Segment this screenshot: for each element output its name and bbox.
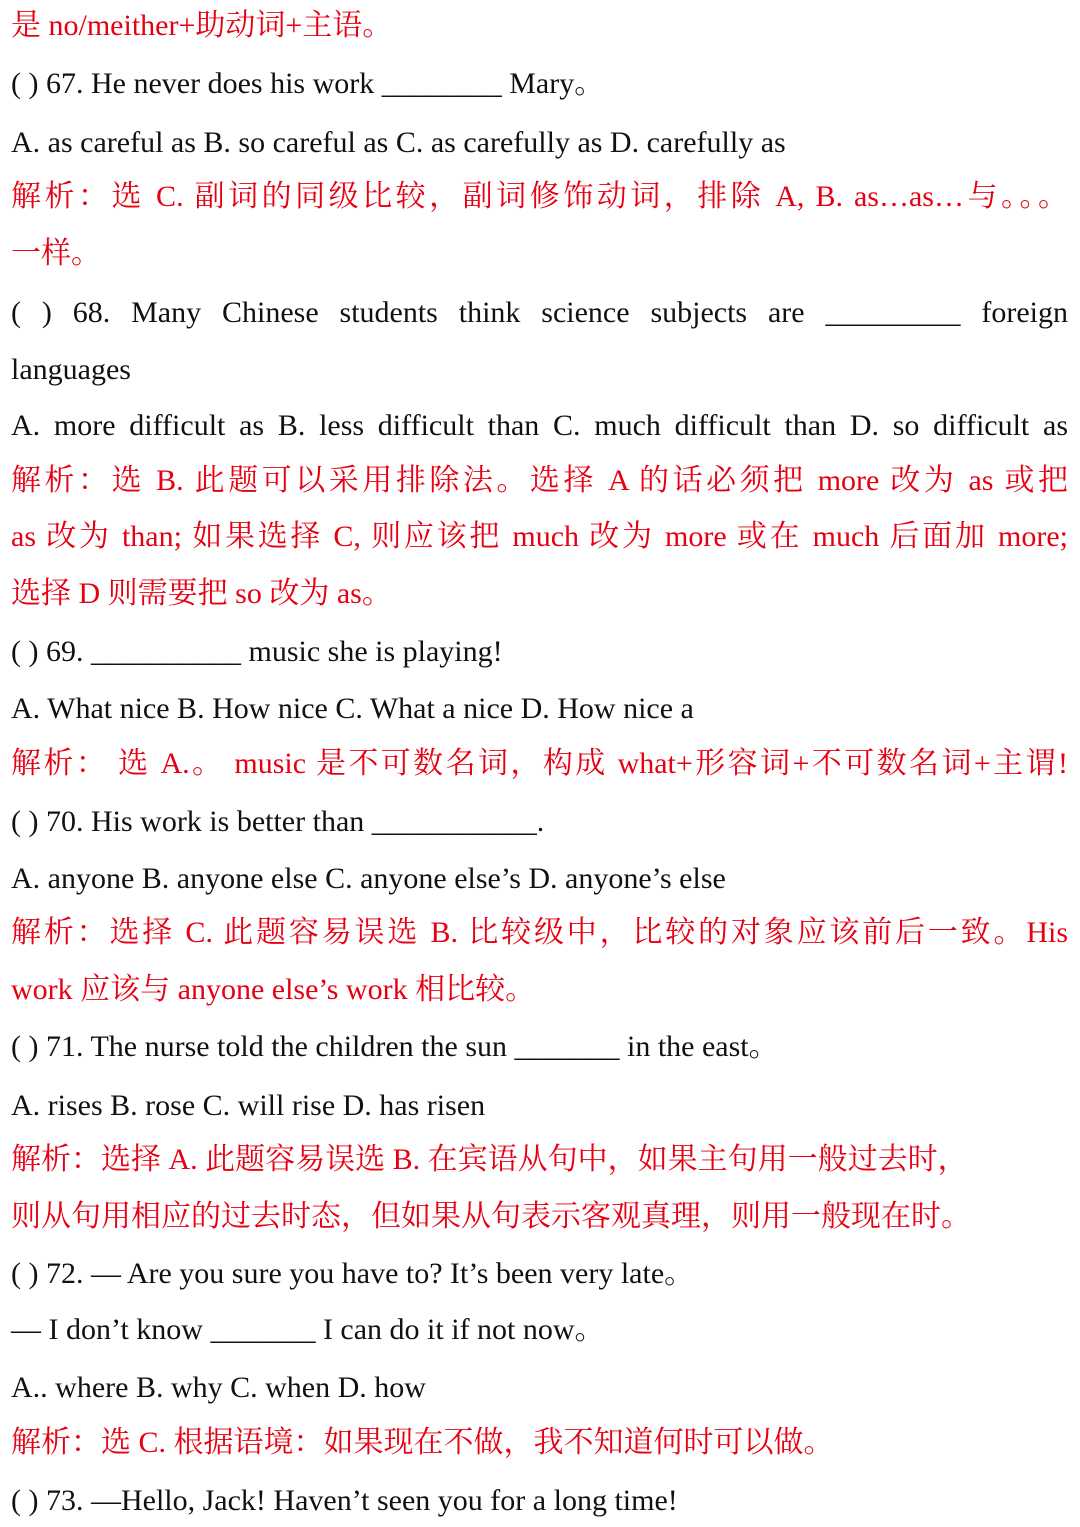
options-72: A.. where B. why C. when D. how: [11, 1371, 426, 1404]
question-68: ( ) 68. Many Chinese students think science subjects are _________ foreign: [11, 296, 1068, 329]
question-71: ( ) 71. The nurse told the children the sun _______ in the east。: [11, 1030, 779, 1063]
analysis-70-cont: work 应该与 anyone else’s work 相比较。: [11, 973, 536, 1006]
answer-line: 是 no/meither+助动词+主语。: [11, 9, 393, 42]
options-70: A. anyone B. anyone else C. anyone else’s D. anyone’s else: [11, 862, 726, 895]
analysis-67: 解析：选 C. 副词的同级比较，副词修饰动词，排除 A, B. as…as…与。。。: [11, 180, 1068, 213]
analysis-67-cont: 一样。: [11, 237, 101, 270]
analysis-68-cont: as 改为 than; 如果选择 C, 则应该把 much 改为 more 或在 much 后面加 more;: [11, 520, 1068, 553]
options-67: A. as careful as B. so careful as C. as carefully as D. carefully as: [11, 126, 786, 159]
question-68-cont: languages: [11, 353, 131, 386]
question-72-reply: — I don’t know _______ I can do it if not now。: [11, 1313, 605, 1346]
options-68: A. more difficult as B. less difficult than C. much difficult than D. so difficult as: [11, 409, 1068, 442]
question-67: ( ) 67. He never does his work ________ Mary。: [11, 67, 605, 100]
question-70: ( ) 70. His work is better than ___________.: [11, 805, 545, 838]
analysis-70: 解析：选择 C. 此题容易误选 B. 比较级中，比较的对象应该前后一致。His: [11, 916, 1068, 949]
analysis-72: 解析：选 C. 根据语境：如果现在不做，我不知道何时可以做。: [11, 1426, 834, 1459]
analysis-68: 解析：选 B. 此题可以采用排除法。选择 A 的话必须把 more 改为 as 或把: [11, 464, 1068, 497]
options-71: A. rises B. rose C. will rise D. has risen: [11, 1089, 486, 1122]
question-73: ( ) 73. —Hello, Jack! Haven’t seen you for a long time!: [11, 1484, 678, 1517]
options-69: A. What nice B. How nice C. What a nice D. How nice a: [11, 692, 694, 725]
analysis-68-cont2: 选择 D 则需要把 so 改为 as。: [11, 577, 392, 610]
analysis-69: 解析： 选 A.。 music 是不可数名词，构成 what+形容词+不可数名词+主谓!: [11, 747, 1068, 780]
analysis-71-cont: 则从句用相应的过去时态，但如果从句表示客观真理，则用一般现在时。: [11, 1200, 971, 1233]
question-72: ( ) 72. — Are you sure you have to? It’s been very late。: [11, 1257, 695, 1290]
question-69: ( ) 69. __________ music she is playing!: [11, 635, 503, 668]
analysis-71: 解析：选择 A. 此题容易误选 B. 在宾语从句中，如果主句用一般过去时，: [11, 1143, 968, 1176]
